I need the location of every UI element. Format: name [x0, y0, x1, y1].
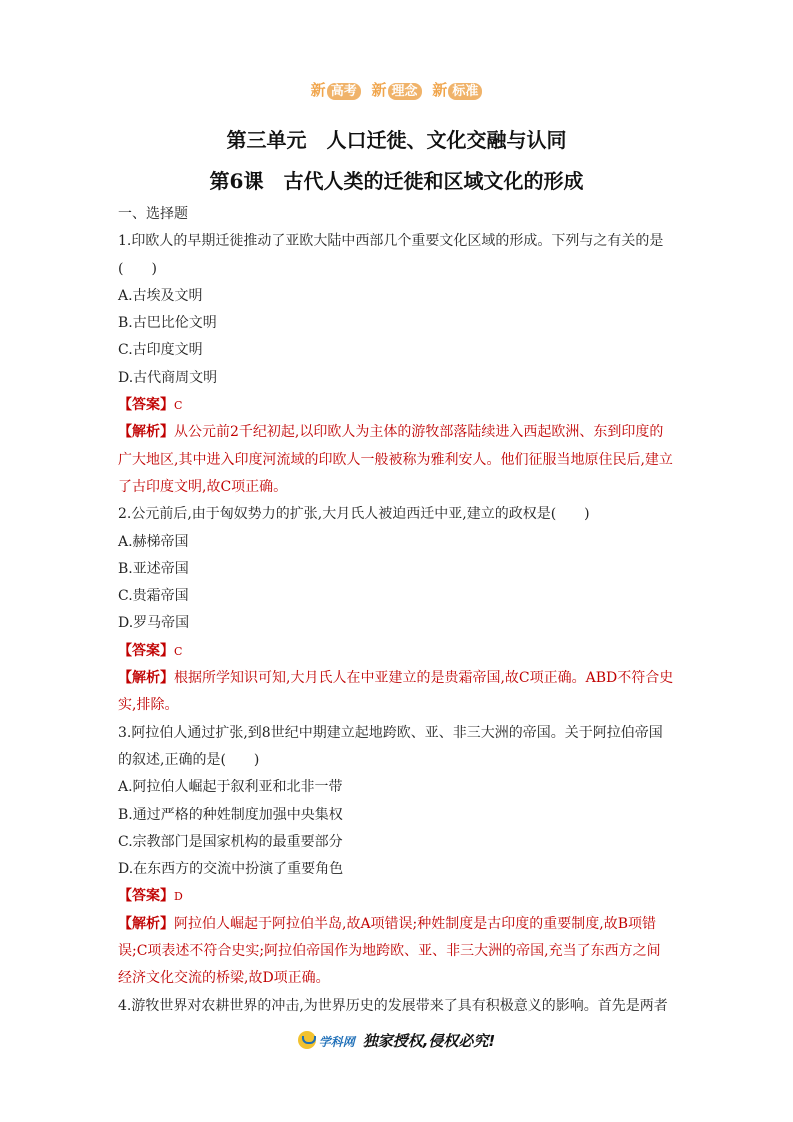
xuekewang-logo-icon	[298, 1031, 316, 1049]
question-stem: 1.印欧人的早期迁徙推动了亚欧大陆中西部几个重要文化区域的形成。下列与之有关的是	[118, 233, 664, 250]
answer-line	[118, 392, 678, 419]
lesson-title: 第6课 古代人类的迁徙和区域文化的形成	[209, 169, 584, 193]
option-item: A.古埃及文明	[118, 287, 203, 304]
option-item: C.贵霜帝国	[118, 588, 189, 605]
option-item: B.通过严格的种姓制度加强中央集权	[118, 806, 343, 823]
footer-brand: 学科网	[318, 1035, 355, 1049]
answer-line	[118, 638, 678, 665]
analysis-text: 误;C项表述不符合史实;阿拉伯帝国作为地跨欧、亚、非三大洲的帝国,充当了东西方之间	[118, 943, 661, 960]
banner-xin-3: 新	[432, 81, 448, 99]
banner-xin-2: 新	[371, 81, 387, 99]
analysis-text: 广大地区,其中进入印度河流域的印欧人一般被称为雅利安人。他们征服当地原住民后,建立	[118, 451, 673, 468]
answer-value: C	[174, 399, 183, 413]
header-banner	[0, 79, 793, 100]
answer-value: C	[174, 644, 183, 658]
analysis-line	[118, 419, 678, 446]
analysis-text: 从公元前2千纪初起,以印欧人为主体的游牧部落陆续进入西起欧洲、东到印度的	[174, 424, 664, 441]
analysis-line	[118, 665, 678, 692]
analysis-text: 经济文化交流的桥梁,故D项正确。	[118, 970, 330, 987]
option-item: D.古代商周文明	[118, 369, 218, 386]
option-item: B.亚述帝国	[118, 560, 189, 577]
option-item: B.古巴比伦文明	[118, 315, 217, 332]
option-item: A.赫梯帝国	[118, 533, 189, 550]
question-stem: ( )	[118, 260, 157, 277]
analysis-text: 了古印度文明,故C项正确。	[118, 478, 288, 495]
option-item: A.阿拉伯人崛起于叙利亚和北非一带	[118, 779, 343, 796]
answer-label: 【答案】	[118, 888, 174, 905]
question-list	[118, 201, 678, 1020]
banner-tag-1: 高考	[327, 83, 361, 100]
answer-label: 【答案】	[118, 397, 174, 414]
analysis-label: 【解析】	[118, 424, 174, 441]
unit-title: 第三单元 人口迁徙、文化交融与认同	[226, 128, 567, 152]
analysis-label: 【解析】	[118, 670, 174, 687]
question-stem: 2.公元前后,由于匈奴势力的扩张,大月氏人被迫西迁中亚,建立的政权是( )	[118, 506, 590, 523]
answer-value: D	[174, 890, 183, 904]
analysis-text: 实,排除。	[118, 697, 179, 714]
option-item: D.在东西方的交流中扮演了重要角色	[118, 861, 344, 878]
banner-tag-2: 理念	[388, 83, 422, 100]
option-item: C.宗教部门是国家机构的最重要部分	[118, 833, 343, 850]
banner-tag-3: 标准	[448, 83, 482, 100]
analysis-line	[118, 911, 678, 938]
question-stem: 4.游牧世界对农耕世界的冲击,为世界历史的发展带来了具有积极意义的影响。首先是两者	[118, 997, 668, 1014]
question-stem: 3.阿拉伯人通过扩张,到8世纪中期建立起地跨欧、亚、非三大洲的帝国。关于阿拉伯帝国	[118, 724, 663, 741]
option-item: D.罗马帝国	[118, 615, 190, 632]
analysis-label: 【解析】	[118, 915, 174, 932]
section-heading: 一、选择题	[118, 206, 188, 222]
banner-xin-1: 新	[310, 81, 326, 99]
analysis-text: 根据所学知识可知,大月氏人在中亚建立的是贵霜帝国,故C项正确。ABD不符合史	[174, 670, 674, 687]
answer-label: 【答案】	[118, 642, 174, 659]
footer-text: 独家授权,侵权必究!	[362, 1032, 496, 1050]
footer-notice	[0, 1030, 793, 1051]
answer-line	[118, 883, 678, 910]
question-stem: 的叙述,正确的是( )	[118, 751, 260, 768]
analysis-text: 阿拉伯人崛起于阿拉伯半岛,故A项错误;种姓制度是古印度的重要制度,故B项错	[174, 915, 657, 932]
option-item: C.古印度文明	[118, 342, 203, 359]
